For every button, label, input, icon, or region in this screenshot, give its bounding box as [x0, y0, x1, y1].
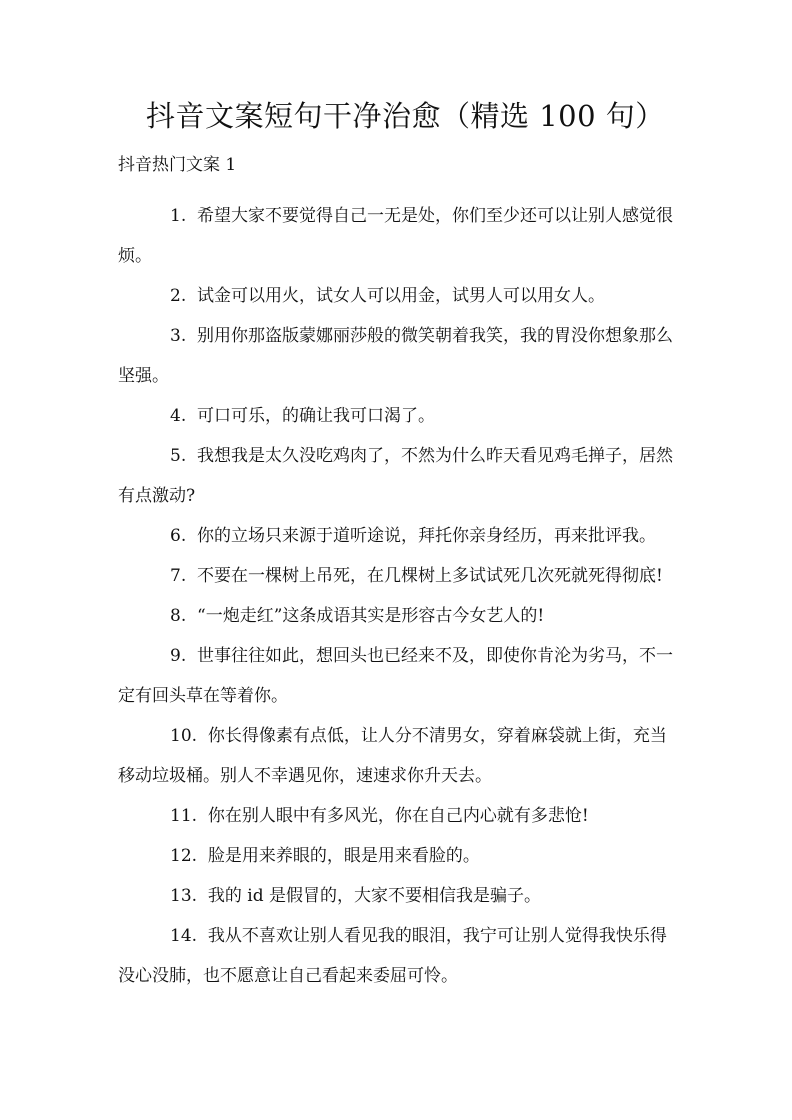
list-item — [118, 636, 674, 716]
item-number: 14. — [170, 926, 198, 946]
item-text: 可口可乐，的确让我可口渴了。 — [197, 406, 436, 426]
list-item — [118, 916, 674, 996]
quote-list — [118, 196, 674, 996]
item-text: 我从不喜欢让别人看见我的眼泪，我宁可让别人觉得我快乐得没心没肺，也不愿意让自己看起来委屈可怜。 — [118, 926, 667, 986]
item-text: 不要在一棵树上吊死，在几棵树上多试试死几次死就死得彻底! — [197, 566, 663, 586]
item-text: “一炮走红”这条成语其实是形容古今女艺人的! — [197, 606, 545, 626]
item-text: 我想我是太久没吃鸡肉了，不然为什么昨天看见鸡毛掸子，居然有点激动? — [118, 446, 674, 506]
list-item — [118, 436, 674, 516]
item-number: 9. — [170, 646, 187, 666]
list-item — [118, 196, 674, 276]
item-number: 3. — [170, 326, 187, 346]
document-title: 抖音文案短句干净治愈（精选 100 句） — [146, 99, 665, 133]
list-item — [118, 796, 674, 836]
item-text: 试金可以用火，试女人可以用金，试男人可以用女人。 — [197, 286, 606, 306]
item-text: 你长得像素有点低，让人分不清男女，穿着麻袋就上街，充当移动垃圾桶。别人不幸遇见你，速速求你升天去。 — [118, 726, 667, 786]
item-number: 12. — [170, 846, 198, 866]
item-text: 世事往往如此，想回头也已经来不及，即使你肯沦为劣马，不一定有回头草在等着你。 — [118, 646, 674, 706]
item-number: 13. — [170, 886, 198, 906]
item-number: 8. — [170, 606, 187, 626]
item-text: 你在别人眼中有多风光，你在自己内心就有多悲怆! — [207, 806, 589, 826]
item-number: 1. — [170, 206, 187, 226]
list-item — [118, 556, 674, 596]
item-text: 希望大家不要觉得自己一无是处，你们至少还可以让别人感觉很烦。 — [118, 206, 674, 266]
item-number: 10. — [170, 726, 198, 746]
item-text: 别用你那盗版蒙娜丽莎般的微笑朝着我笑，我的胃没你想象那么坚强。 — [118, 326, 674, 386]
item-number: 5. — [170, 446, 187, 466]
list-item — [118, 716, 674, 796]
item-text: 你的立场只来源于道听途说，拜托你亲身经历，再来批评我。 — [197, 526, 657, 546]
item-number: 11. — [170, 806, 198, 826]
list-item — [118, 876, 674, 916]
item-number: 2. — [170, 286, 187, 306]
list-item — [118, 516, 674, 556]
item-text: 我的 id 是假冒的，大家不要相信我是骗子。 — [207, 886, 541, 906]
section-heading: 抖音热门文案 1 — [118, 155, 237, 175]
list-item — [118, 836, 674, 876]
list-item — [118, 596, 674, 636]
list-item — [118, 276, 674, 316]
item-number: 6. — [170, 526, 187, 546]
item-number: 4. — [170, 406, 187, 426]
list-item — [118, 316, 674, 396]
list-item — [118, 396, 674, 436]
item-number: 7. — [170, 566, 187, 586]
item-text: 脸是用来养眼的，眼是用来看脸的。 — [207, 846, 480, 866]
